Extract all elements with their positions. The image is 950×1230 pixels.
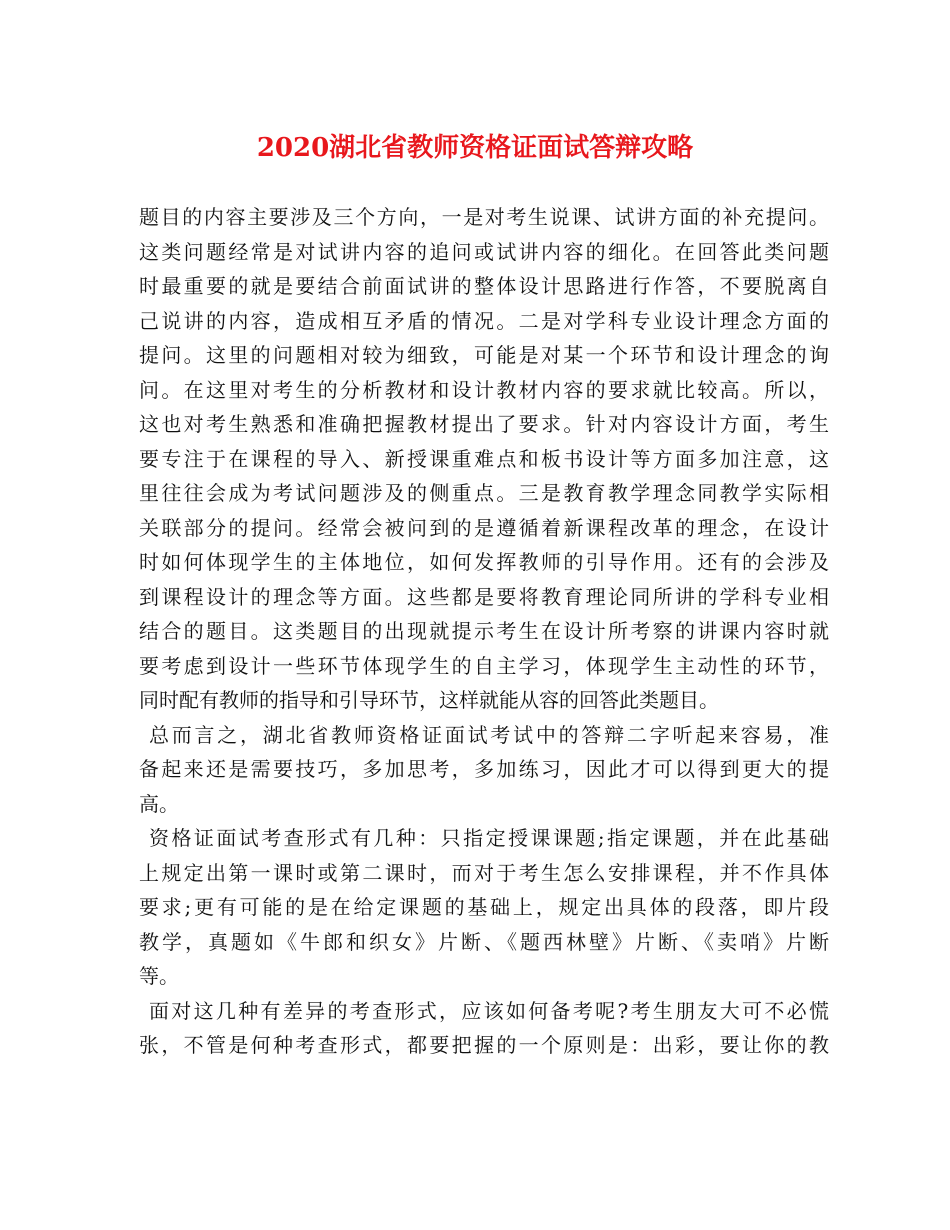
text-line: 面对这几种有差异的考查形式，应该如何备考呢?考生朋友大可不必慌 — [149, 998, 829, 1023]
text-line: 时最重要的就是要结合前面试讲的整体设计思路进行作答，不要脱离自 — [139, 274, 829, 298]
text-line: 这也对考生熟悉和准确把握教材提出了要求。针对内容设计方面，考生 — [139, 412, 829, 436]
text-line: 提问。这里的问题相对较为细致，可能是对某一个环节和设计理念的询 — [139, 343, 829, 367]
text-line: 结合的题目。这类题目的出现就提示考生在设计所考察的讲课内容时就 — [139, 619, 829, 643]
text-line: 己说讲的内容，造成相互矛盾的情况。二是对学科专业设计理念方面的 — [139, 308, 829, 333]
text-line: 要专注于在课程的导入、新授课重难点和板书设计等方面多加注意，这 — [139, 446, 829, 471]
text-line: 备起来还是需要技巧，多加思考，多加练习，因此才可以得到更大的提 — [139, 757, 829, 781]
text-line: 里往往会成为考试问题涉及的侧重点。三是教育教学理念同教学实际相 — [139, 481, 829, 505]
text-line: 问。在这里对考生的分析教材和设计教材内容的要求就比较高。所以， — [139, 377, 829, 402]
text-line: 题目的内容主要涉及三个方向，一是对考生说课、试讲方面的补充提问。 — [139, 205, 829, 229]
document-title: 2020湖北省教师资格证面试答辩攻略 — [256, 133, 694, 163]
text-line: 总而言之，湖北省教师资格证面试考试中的答辩二字听起来容易，准 — [149, 722, 829, 747]
text-line: 要考虑到设计一些环节体现学生的自主学习，体现学生主动性的环节， — [139, 653, 829, 678]
text-line: 上规定出第一课时或第二课时，而对于考生怎么安排课程，并不作具体 — [139, 860, 829, 885]
text-line: 等。 — [139, 964, 179, 988]
text-line: 高。 — [139, 791, 179, 816]
text-line: 这类问题经常是对试讲内容的追问或试讲内容的细化。在回答此类问题 — [139, 239, 829, 264]
document-body — [139, 200, 829, 1063]
text-line: 资格证面试考查形式有几种：只指定授课课题;指定课题，并在此基础 — [149, 826, 829, 850]
text-line: 要求;更有可能的是在给定课题的基础上，规定出具体的段落，即片段 — [139, 895, 829, 919]
text-line: 关联部分的提问。经常会被问到的是遵循着新课程改革的理念，在设计 — [139, 515, 829, 540]
text-line: 张，不管是何种考查形式，都要把握的一个原则是：出彩，要让你的教 — [139, 1033, 829, 1057]
text-line: 时如何体现学生的主体地位，如何发挥教师的引导作用。还有的会涉及 — [139, 550, 829, 574]
text-line: 教学，真题如《牛郎和织女》片断、《题西林壁》片断、《卖哨》片断 — [139, 929, 829, 954]
text-line: 同时配有教师的指导和引导环节，这样就能从容的回答此类题目。 — [139, 688, 719, 712]
text-line: 到课程设计的理念等方面。这些都是要将教育理论同所讲的学科专业相 — [139, 584, 829, 609]
